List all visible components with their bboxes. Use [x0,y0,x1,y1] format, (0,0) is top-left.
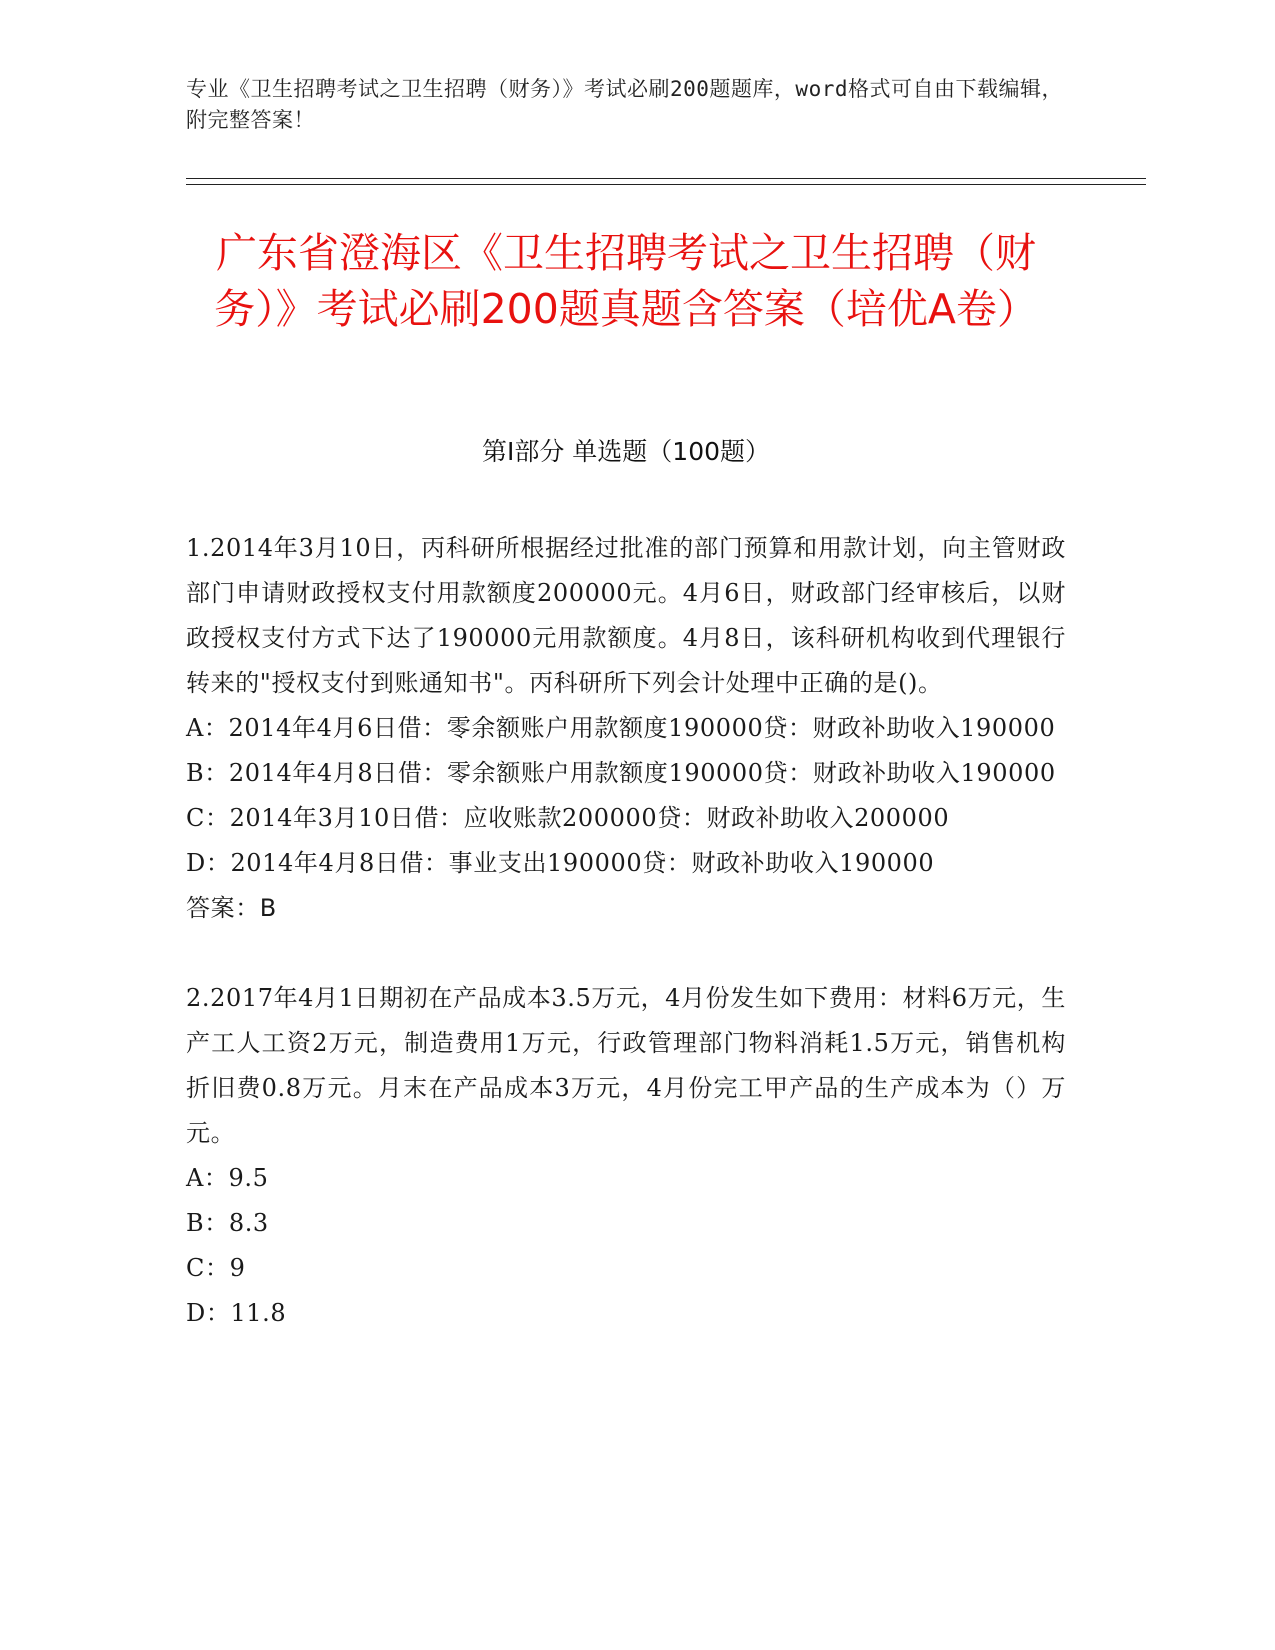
question-spacer [186,931,1066,976]
header-note: 专业《卫生招聘考试之卫生招聘（财务）》考试必刷200题题库，word格式可自由下载编辑，附完整答案！ [186,77,1063,132]
option-a: A：2014年4月6日借：零余额账户用款额度190000贷：财政补助收入190000 [186,714,1056,742]
section-heading: 第I部分 单选题（100题） [481,437,771,466]
answer-line: 答案：B [186,894,277,922]
question-text: 2.2017年4月1日期初在产品成本3.5万元，4月份发生如下费用：材料6万元，生产工人工资2万元，制造费用1万元，行政管理部门物料消耗1.5万元，销售机构折旧费0.8万元。月末在产品成本3万元，4月份完工甲产品的生产成本为（）万元。 [186,984,1066,1147]
header-divider-bottom [186,184,1146,185]
option-a: A：9.5 [186,1164,269,1192]
question-2 [186,976,1066,1336]
option-c: C：2014年3月10日借：应收账款200000贷：财政补助收入200000 [186,804,950,832]
question-1 [186,526,1066,931]
option-b: B：8.3 [186,1209,269,1237]
header-divider-top [186,178,1146,179]
option-c: C：9 [186,1254,246,1282]
question-text: 1.2014年3月10日，丙科研所根据经过批准的部门预算和用款计划，向主管财政部门申请财政授权支付用款额度200000元。4月6日，财政部门经审核后，以财政授权支付方式下达了190000元用款额度。4月8日，该科研机构收到代理银行转来的"授权支付到账通知书"。丙科研所下列会计处理中正确的是()。 [186,534,1066,697]
option-d: D：2014年4月8日借：事业支出190000贷：财政补助收入190000 [186,849,935,877]
option-d: D：11.8 [186,1299,287,1327]
document-title: 广东省澄海区《卫生招聘考试之卫生招聘（财务）》考试必刷200题真题含答案（培优A卷） [214,229,1038,333]
question-list [186,526,1066,1336]
option-b: B：2014年4月8日借：零余额账户用款额度190000贷：财政补助收入190000 [186,759,1056,787]
